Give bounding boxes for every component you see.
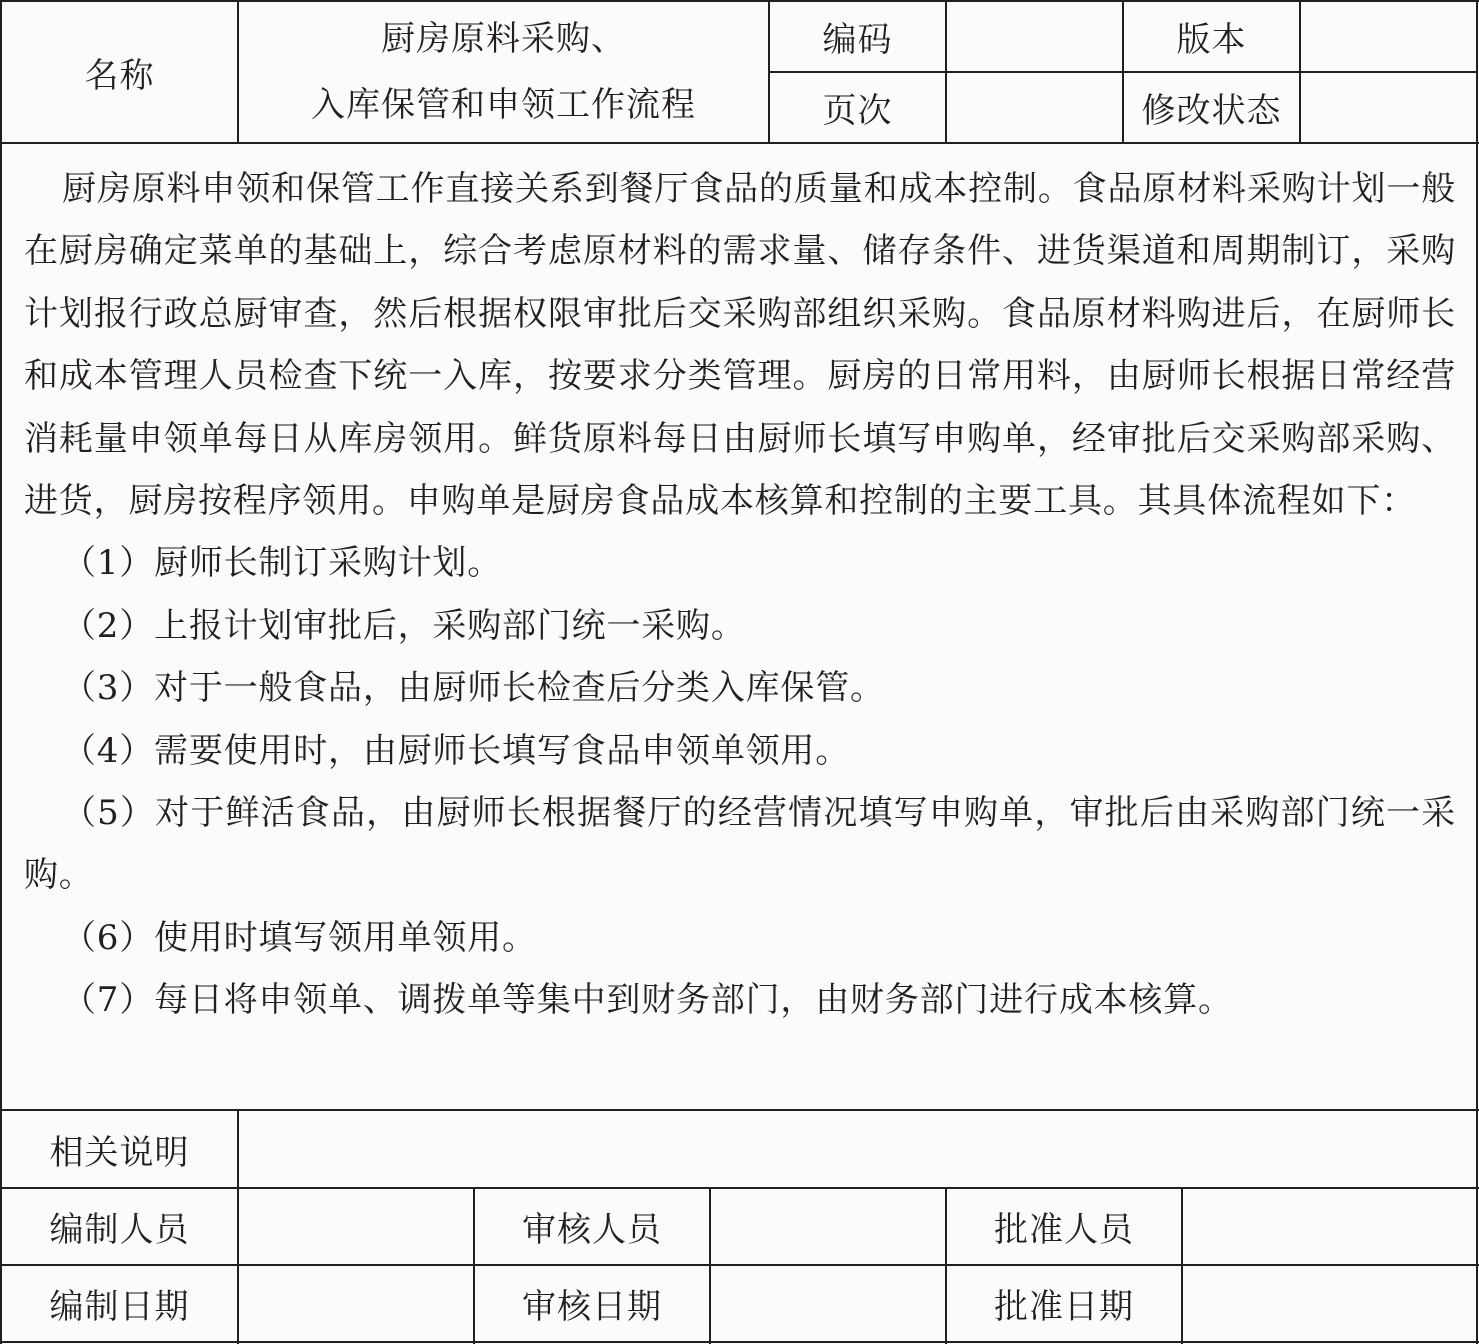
- reviewer-label: 审核人员: [522, 1210, 662, 1250]
- revision-label: 修改状态: [1141, 91, 1282, 131]
- page-label: 页次: [822, 91, 893, 131]
- approve-date-field[interactable]: [1183, 1266, 1476, 1341]
- reviewer-field[interactable]: [711, 1189, 945, 1264]
- notes-label: 相关说明: [49, 1132, 190, 1173]
- version-field[interactable]: [1301, 2, 1476, 71]
- preparer-label: 编制人员: [49, 1210, 190, 1250]
- step-6: （6）使用时填写领用单领用。: [62, 917, 537, 958]
- document-title: [239, 2, 768, 142]
- step-3: （3）对于一般食品，由厨师长检查后分类入库保管。: [62, 668, 885, 709]
- prepare-date-field[interactable]: [239, 1266, 473, 1341]
- procedure-body: [24, 158, 1456, 1032]
- title-line-2: 入库保管和申领工作流程: [311, 85, 696, 125]
- step-4: （4）需要使用时，由厨师长填写食品申领单领用。: [62, 730, 851, 771]
- preparer-field[interactable]: [239, 1189, 473, 1264]
- page-field[interactable]: [947, 73, 1122, 142]
- review-date-label: 审核日期: [522, 1287, 662, 1327]
- approve-date-label: 批准日期: [994, 1287, 1134, 1327]
- approver-label: 批准人员: [994, 1210, 1134, 1250]
- header-bottom-line: [0, 142, 1479, 144]
- code-field[interactable]: [947, 2, 1122, 71]
- code-label: 编码: [822, 20, 893, 60]
- version-label: 版本: [1176, 20, 1247, 60]
- approver-field[interactable]: [1183, 1189, 1476, 1264]
- title-line-1: 厨房原料采购、: [381, 19, 626, 59]
- revision-field[interactable]: [1301, 73, 1476, 142]
- step-7: （7）每日将申领单、调拨单等集中到财务部门，由财务部门进行成本核算。: [62, 980, 1233, 1021]
- notes-field[interactable]: [239, 1111, 1476, 1187]
- review-date-field[interactable]: [711, 1266, 945, 1341]
- step-2: （2）上报计划审批后，采购部门统一采购。: [62, 605, 746, 646]
- step-5: （5）对于鲜活食品，由厨师长根据餐厅的经营情况填写申购单，审批后由采购部门统一采购。: [24, 793, 1456, 896]
- intro-paragraph: 厨房原料申领和保管工作直接关系到餐厅食品的质量和成本控制。食品原材料采购计划一般在厨房确定菜单的基础上，综合考虑原材料的需求量、储存条件、进货渠道和周期制订，采购计划报行政总厨审查，然后根据权限审批后交采购部组织采购。食品原材料购进后，在厨师长和成本管理人员检查下统一入库，按要求分类管理。厨房的日常用料，由厨师长根据日常经营消耗量申领单每日从库房领用。鲜货原料每日由厨师长填写申购单，经审批后交采购部采购、进货，厨房按程序领用。申购单是厨房食品成本核算和控制的主要工具。其具体流程如下：: [24, 169, 1456, 522]
- border-bottom: [0, 1341, 1479, 1343]
- step-1: （1）厨师长制订采购计划。: [62, 543, 503, 584]
- name-label: 名称: [84, 55, 155, 96]
- border-right: [1476, 0, 1478, 1344]
- prepare-date-label: 编制日期: [49, 1287, 190, 1327]
